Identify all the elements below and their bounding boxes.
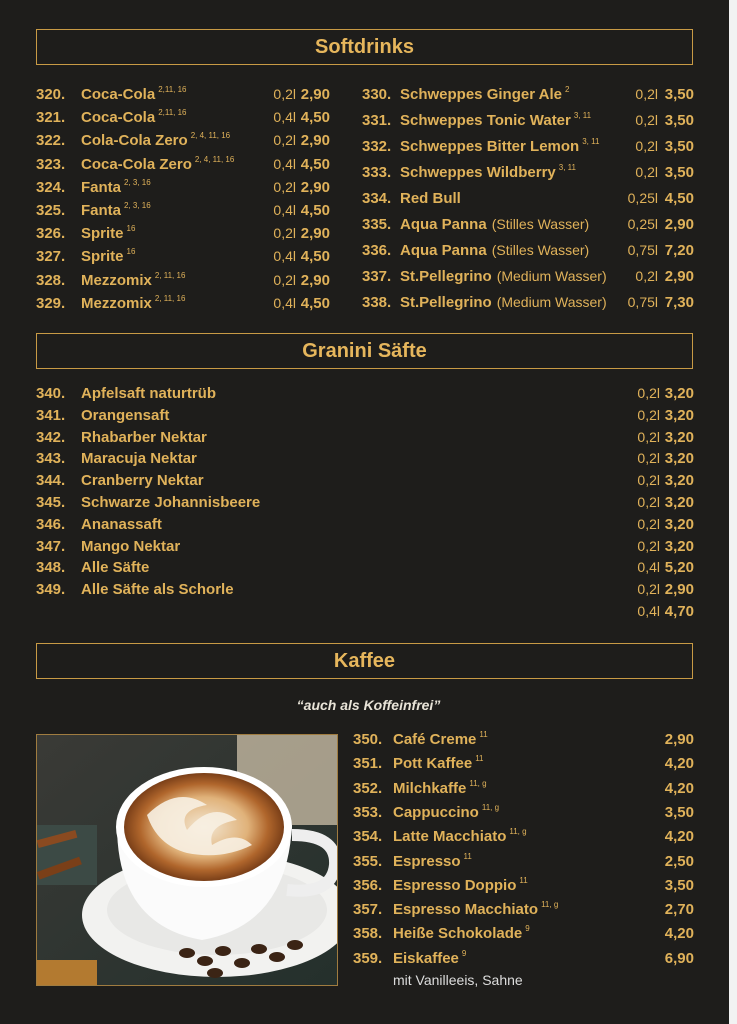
item-name: Cranberry Nektar xyxy=(81,472,204,490)
item-volume: 0,2l xyxy=(273,132,296,149)
menu-item xyxy=(353,877,694,899)
menu-item xyxy=(36,516,694,538)
item-volume: 0,2l xyxy=(637,494,660,510)
coffee-photo xyxy=(36,734,338,986)
item-number: 328. xyxy=(36,271,66,289)
item-price: 2,90 xyxy=(300,86,330,103)
item-price: 2,90 xyxy=(664,581,694,599)
item-volume: 0,4l xyxy=(273,248,296,265)
menu-item xyxy=(36,581,694,603)
item-name: Aqua Panna xyxy=(400,242,487,259)
item-number: 357. xyxy=(353,901,383,919)
item-price: 3,50 xyxy=(664,138,694,155)
item-price: 2,90 xyxy=(300,225,330,243)
allergen-note: 11 xyxy=(463,851,472,861)
menu-item xyxy=(36,450,694,472)
item-price: 3,50 xyxy=(664,86,694,103)
menu-item xyxy=(362,242,694,264)
item-volume: 0,4l xyxy=(637,559,660,576)
item-price: 4,20 xyxy=(664,925,694,943)
menu-item xyxy=(36,407,694,429)
item-price: 2,70 xyxy=(664,901,694,919)
item-volume: 0,2l xyxy=(637,537,660,554)
item-number: 344. xyxy=(36,472,66,490)
item-name: Mango Nektar xyxy=(81,537,181,555)
item-volume: 0,25l xyxy=(627,190,658,206)
menu-item xyxy=(353,731,694,753)
item-name: Schweppes Tonic Water xyxy=(400,112,571,129)
item-number: 326. xyxy=(36,225,66,243)
item-number: 324. xyxy=(36,178,66,196)
item-number: 359. xyxy=(353,949,383,967)
item-price: 4,20 xyxy=(664,755,694,773)
item-number: 348. xyxy=(36,559,66,577)
menu-item xyxy=(36,429,694,451)
item-number: 334. xyxy=(362,190,392,207)
item-number: 333. xyxy=(362,164,392,181)
menu-item xyxy=(353,950,694,972)
menu-item xyxy=(36,385,694,407)
item-description: (Medium Wasser) xyxy=(496,268,607,284)
menu-item xyxy=(353,755,694,777)
item-number: 342. xyxy=(36,428,66,446)
menu-item xyxy=(36,494,694,516)
item-volume: 0,2l xyxy=(273,225,296,242)
item-name: Rhabarber Nektar xyxy=(81,428,207,446)
item-name: Heiße Schokolade xyxy=(393,925,523,943)
item-name: Aqua Panna xyxy=(400,216,487,233)
item-price: 2,90 xyxy=(300,178,330,196)
item-volume: 0,75l xyxy=(627,294,658,310)
item-number: 354. xyxy=(353,828,383,846)
item-volume: 0,2l xyxy=(273,178,296,195)
item-price: 3,20 xyxy=(664,406,694,424)
item-name: Maracuja Nektar xyxy=(81,450,197,468)
menu-item xyxy=(353,828,694,850)
item-number: 353. xyxy=(353,803,383,821)
menu-item xyxy=(36,603,694,625)
item-price: 3,20 xyxy=(664,385,694,402)
item-number: 337. xyxy=(362,268,392,285)
item-name: Coca-Cola Zero xyxy=(81,155,192,173)
item-price: 3,20 xyxy=(664,494,694,511)
item-price: 6,90 xyxy=(664,949,694,967)
item-number: 345. xyxy=(36,494,66,511)
item-volume: 0,2l xyxy=(273,271,296,288)
allergen-note: 16 xyxy=(126,224,136,234)
menu-item xyxy=(362,164,694,186)
item-volume: 0,4l xyxy=(273,202,296,218)
menu-item xyxy=(36,132,330,154)
item-price: 2,90 xyxy=(664,216,694,233)
item-number: 325. xyxy=(36,202,66,219)
item-name: Espresso Doppio xyxy=(393,876,517,894)
allergen-note: 2,11, 16 xyxy=(158,108,187,118)
item-volume: 0,2l xyxy=(637,450,660,467)
item-number: 327. xyxy=(36,248,66,266)
item-price: 3,50 xyxy=(664,112,694,129)
item-name: Café Creme xyxy=(393,731,477,748)
menu-item xyxy=(353,901,694,923)
item-name: Eiskaffee xyxy=(393,949,459,967)
allergen-note: 11, g xyxy=(469,778,487,788)
item-number: 321. xyxy=(36,109,66,127)
item-volume: 0,2l xyxy=(637,515,660,532)
allergen-note: 11, g xyxy=(541,900,559,910)
item-name: Orangensaft xyxy=(81,406,170,424)
menu-item xyxy=(36,272,330,294)
item-price: 4,50 xyxy=(300,248,330,266)
item-name: Cappuccino xyxy=(393,803,479,821)
item-name: Milchkaffe xyxy=(393,779,467,797)
item-number: 330. xyxy=(362,86,392,103)
menu-item xyxy=(362,268,694,290)
item-price: 3,20 xyxy=(664,515,694,533)
item-volume: 0,25l xyxy=(627,216,658,232)
item-name: Mezzomix xyxy=(81,271,152,289)
item-price: 2,90 xyxy=(300,132,330,150)
item-price: 3,20 xyxy=(664,428,694,446)
item-name: Fanta xyxy=(81,178,122,196)
item-price: 3,50 xyxy=(664,803,694,821)
menu-item xyxy=(36,559,694,581)
item-name: St.Pellegrino xyxy=(400,294,492,311)
item-number: 351. xyxy=(353,755,383,773)
item-number: 320. xyxy=(36,86,66,103)
menu-item xyxy=(36,179,330,201)
item-price: 4,50 xyxy=(300,202,330,219)
item-number: 350. xyxy=(353,731,383,748)
item-price: 4,20 xyxy=(664,828,694,846)
allergen-note: 3, 11 xyxy=(558,163,576,172)
item-price: 4,50 xyxy=(300,294,330,312)
item-price: 3,50 xyxy=(664,164,694,181)
allergen-note: 2, 4, 11, 16 xyxy=(194,154,235,164)
allergen-note: 3, 11 xyxy=(582,137,600,146)
item-name: Pott Kaffee xyxy=(393,755,473,773)
item-name: Apfelsaft naturtrüb xyxy=(81,385,216,402)
item-price: 7,30 xyxy=(664,294,694,311)
kaffee-header: Kaffee xyxy=(36,643,693,679)
item-price: 7,20 xyxy=(664,242,694,259)
item-price: 3,20 xyxy=(664,450,694,468)
item-number: 347. xyxy=(36,537,66,555)
item-name: Espresso xyxy=(393,852,461,870)
item-number: 338. xyxy=(362,294,392,311)
menu-item xyxy=(362,190,694,212)
item-price: 4,50 xyxy=(300,109,330,127)
allergen-note: 11, g xyxy=(481,802,500,812)
item-name: Alle Säfte als Schorle xyxy=(81,581,234,599)
menu-item xyxy=(36,86,330,108)
item-price: 4,50 xyxy=(300,155,330,173)
item-number: 346. xyxy=(36,515,66,533)
item-number: 358. xyxy=(353,925,383,943)
allergen-note: 2, 11, 16 xyxy=(154,270,186,280)
menu-item xyxy=(36,472,694,494)
item-volume: 0,2l xyxy=(637,385,660,401)
item-price: 3,20 xyxy=(664,472,694,490)
menu-item xyxy=(362,86,694,108)
menu-item xyxy=(362,294,694,316)
item-number: 340. xyxy=(36,385,66,402)
item-name: Ananassaft xyxy=(81,515,162,533)
item-volume: 0,4l xyxy=(273,155,296,172)
item-number: 329. xyxy=(36,294,66,312)
item-name: Espresso Macchiato xyxy=(393,901,539,919)
allergen-note: 2 xyxy=(565,85,570,94)
item-number: 331. xyxy=(362,112,392,129)
allergen-note: 16 xyxy=(126,247,136,257)
item-price: 3,50 xyxy=(664,876,694,894)
allergen-note: 2, 4, 11, 16 xyxy=(190,131,231,141)
menu-item xyxy=(36,225,330,247)
item-volume: 0,2l xyxy=(637,581,660,598)
menu-item xyxy=(36,248,330,270)
item-volume: 0,2l xyxy=(635,138,658,154)
item-number: 356. xyxy=(353,876,383,894)
menu-item xyxy=(353,780,694,802)
menu-item xyxy=(36,295,330,317)
item-number: 322. xyxy=(36,132,66,150)
item-name: Sprite xyxy=(81,225,124,243)
item-price: 2,90 xyxy=(664,268,694,285)
item-number: 349. xyxy=(36,581,66,599)
softdrinks-header: Softdrinks xyxy=(36,29,693,65)
menu-item xyxy=(36,538,694,560)
item-volume: 0,2l xyxy=(635,112,658,128)
menu-item xyxy=(353,853,694,875)
item-description: (Stilles Wasser) xyxy=(491,242,590,258)
allergen-note: 2, 3, 16 xyxy=(124,201,151,210)
item-price: 3,20 xyxy=(664,537,694,555)
saefte-header: Granini Säfte xyxy=(36,333,693,369)
item-price: 4,20 xyxy=(664,779,694,797)
menu-item xyxy=(362,112,694,134)
item-name: Alle Säfte xyxy=(81,559,150,577)
eiskaffee-note: mit Vanilleeis, Sahne xyxy=(393,972,523,988)
allergen-note: 2, 3, 16 xyxy=(124,177,151,187)
item-name: Mezzomix xyxy=(81,294,152,312)
menu-item xyxy=(36,156,330,178)
menu-item xyxy=(353,925,694,947)
allergen-note: 2, 11, 16 xyxy=(154,293,186,303)
item-volume: 0,2l xyxy=(637,428,660,445)
item-volume: 0,2l xyxy=(273,86,296,102)
allergen-note: 3, 11 xyxy=(573,111,592,120)
page-edge xyxy=(729,0,737,1024)
item-name: Latte Macchiato xyxy=(393,828,507,846)
item-volume: 0,75l xyxy=(627,242,658,258)
item-volume: 0,2l xyxy=(637,472,660,489)
allergen-note: 9 xyxy=(525,924,530,934)
allergen-note: 9 xyxy=(461,948,467,958)
item-name: Sprite xyxy=(81,248,124,266)
item-name: Red Bull xyxy=(400,190,461,207)
menu-item xyxy=(353,804,694,826)
item-volume: 0,2l xyxy=(635,268,658,284)
allergen-note: 11 xyxy=(519,875,528,885)
item-name: St.Pellegrino xyxy=(400,268,492,285)
item-volume: 0,4l xyxy=(637,603,660,619)
menu-item xyxy=(362,138,694,160)
item-number: 336. xyxy=(362,242,392,259)
item-name: Fanta xyxy=(81,202,122,219)
item-name: Coca-Cola xyxy=(81,109,156,127)
allergen-note: 11 xyxy=(475,754,484,764)
item-price: 2,90 xyxy=(664,731,694,748)
item-description: (Stilles Wasser) xyxy=(491,216,590,232)
item-name: Cola-Cola Zero xyxy=(81,132,188,150)
item-number: 343. xyxy=(36,450,66,468)
item-number: 332. xyxy=(362,138,392,155)
item-description: (Medium Wasser) xyxy=(496,294,607,310)
item-volume: 0,4l xyxy=(273,109,296,126)
menu-item xyxy=(362,216,694,238)
item-price: 2,90 xyxy=(300,271,330,289)
item-price: 5,20 xyxy=(664,559,694,577)
item-name: Schweppes Bitter Lemon xyxy=(400,138,580,155)
item-name: Coca-Cola xyxy=(81,86,156,103)
item-name: Schwarze Johannisbeere xyxy=(81,494,261,511)
item-number: 323. xyxy=(36,155,66,173)
item-name: Schweppes Ginger Ale xyxy=(400,86,562,103)
menu-item xyxy=(36,109,330,131)
allergen-note: 11, g xyxy=(509,827,527,837)
decaf-note: “auch als Koffeinfrei” xyxy=(296,697,441,713)
item-price: 2,50 xyxy=(664,852,694,870)
item-price: 4,50 xyxy=(664,190,694,207)
item-number: 335. xyxy=(362,216,392,233)
allergen-note: 11 xyxy=(479,730,488,739)
item-volume: 0,2l xyxy=(635,86,658,102)
item-volume: 0,4l xyxy=(273,294,296,311)
item-volume: 0,2l xyxy=(637,406,660,423)
menu-item xyxy=(36,202,330,224)
allergen-note: 2,11, 16 xyxy=(158,85,187,94)
item-number: 355. xyxy=(353,852,383,870)
item-number: 341. xyxy=(36,406,66,424)
item-volume: 0,2l xyxy=(635,164,658,180)
item-price: 4,70 xyxy=(664,603,694,620)
item-number: 352. xyxy=(353,779,383,797)
item-name: Schweppes Wildberry xyxy=(400,164,556,181)
